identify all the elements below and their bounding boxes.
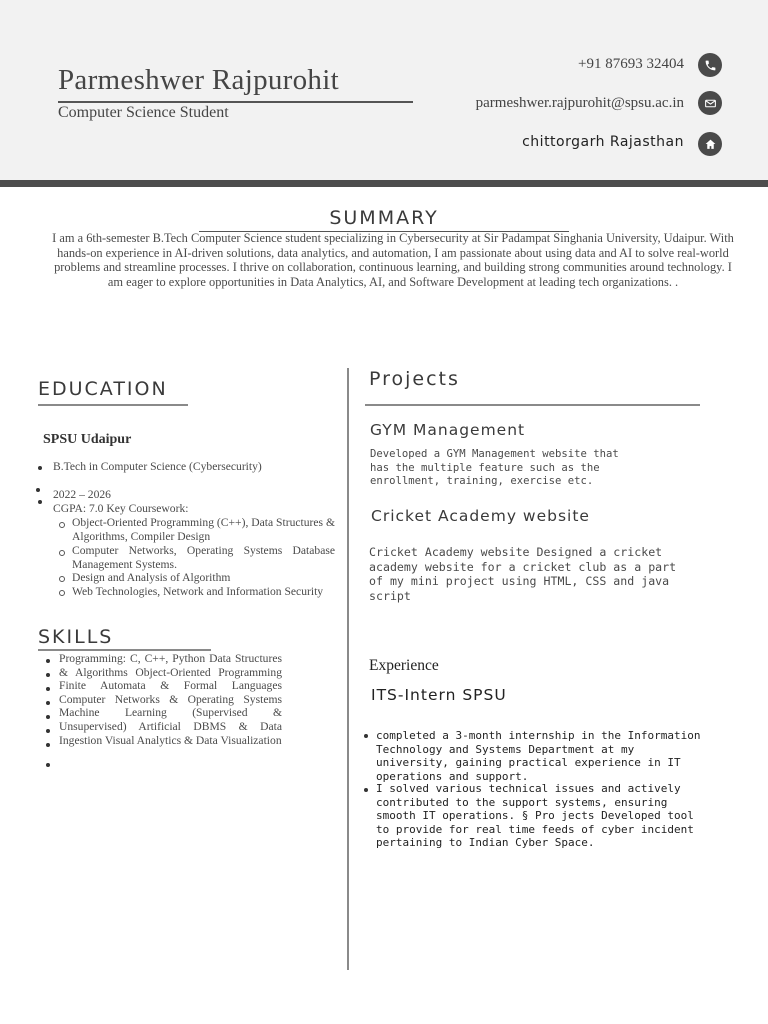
header-divider <box>0 180 768 187</box>
sub-bullet <box>59 522 65 528</box>
project-title: Cricket Academy website <box>371 507 590 525</box>
bullet <box>46 687 50 691</box>
phone-number[interactable]: +91 87693 32404 <box>578 56 684 72</box>
sub-bullet <box>59 550 65 556</box>
candidate-role: Computer Science Student <box>58 104 229 121</box>
email-address[interactable]: parmeshwer.rajpurohit@spsu.ac.in <box>475 95 684 111</box>
coursework-item: Web Technologies, Network and Information Security <box>72 585 324 598</box>
experience-bullet: I solved various technical issues and actively contributed to the support systems, ensuring smooth IT operations. § Pro jects Developed tool to provide for real time feeds of cyber incident pertaining to Indian Cyber Space. <box>376 782 694 850</box>
bullet <box>46 673 50 677</box>
coursework-item: Design and Analysis of Algorithm <box>72 571 231 584</box>
bullet <box>46 659 50 663</box>
bullet <box>364 734 368 738</box>
sub-bullet <box>59 590 65 596</box>
sub-bullet <box>59 576 65 582</box>
education-underline <box>38 404 188 406</box>
phone-icon <box>698 53 722 77</box>
education-cgpa: CGPA: 7.0 Key Coursework: <box>53 502 189 515</box>
bullet <box>46 715 50 719</box>
column-divider <box>347 368 349 970</box>
experience-role: ITS-Intern SPSU <box>371 686 507 704</box>
bullet <box>46 763 50 767</box>
coursework-item: Computer Networks, Operating Systems Database Management Systems. <box>72 544 335 571</box>
home-icon <box>698 132 722 156</box>
projects-heading: Projects <box>369 368 460 390</box>
summary-heading: SUMMARY <box>329 207 439 229</box>
bullet <box>46 743 50 747</box>
degree: B.Tech in Computer Science (Cybersecurity) <box>53 460 262 473</box>
skills-text: Programming: C, C++, Python Data Structures & Algorithms Object-Oriented Programming Finite Automata & Formal Languages Computer Networks & Operating Systems Machine Learning (Supervised & Unsupervised) Artificial DBMS & Data Ingestion Visual Analytics & Data Visualization <box>59 652 282 747</box>
mail-icon <box>698 91 722 115</box>
bullet <box>46 701 50 705</box>
skills-heading: SKILLS <box>38 626 114 648</box>
project-title: GYM Management <box>370 421 526 439</box>
bullet <box>46 729 50 733</box>
education-years: 2022 – 2026 <box>53 488 111 501</box>
bullet <box>38 466 42 470</box>
experience-heading: Experience <box>369 657 439 674</box>
education-heading: EDUCATION <box>38 378 168 400</box>
bullet <box>364 788 368 792</box>
experience-bullet: completed a 3-month internship in the Information Technology and Systems Department at my university, gaining practical experience in IT operations and support. <box>376 729 701 783</box>
school-name: SPSU Udaipur <box>43 432 132 447</box>
bullet <box>38 500 42 504</box>
skills-underline <box>38 649 211 651</box>
address: chittorgarh Rajasthan <box>522 134 684 150</box>
coursework-item: Object-Oriented Programming (C++), Data Structures & Algorithms, Compiler Design <box>72 516 335 543</box>
name-underline <box>58 101 413 103</box>
project-description: Developed a GYM Management website that has the multiple feature such as the enrollment, training, exercise etc. <box>370 448 619 488</box>
bullet <box>36 488 40 492</box>
project-description: Cricket Academy website Designed a cricket academy website for a cricket club as a part of my mini project using HTML, CSS and java script <box>369 545 677 603</box>
projects-underline <box>365 404 700 406</box>
candidate-name: Parmeshwer Rajpurohit <box>58 64 339 96</box>
summary-text: I am a 6th-semester B.Tech Computer Science student specializing in Cybersecurity at Sir Padampat Singhania University, Udaipur. With hands-on experience in AI-driven solutions, data analytics, and automation, I am passionate about using data and AI to solve real-world problems and streamline processes. I thrive on collaboration, continuous learning, and building strong communities around technology. I am eager to explore opportunities in Data Analytics, AI, and Software Development at leading tech organizations. . <box>52 231 734 289</box>
